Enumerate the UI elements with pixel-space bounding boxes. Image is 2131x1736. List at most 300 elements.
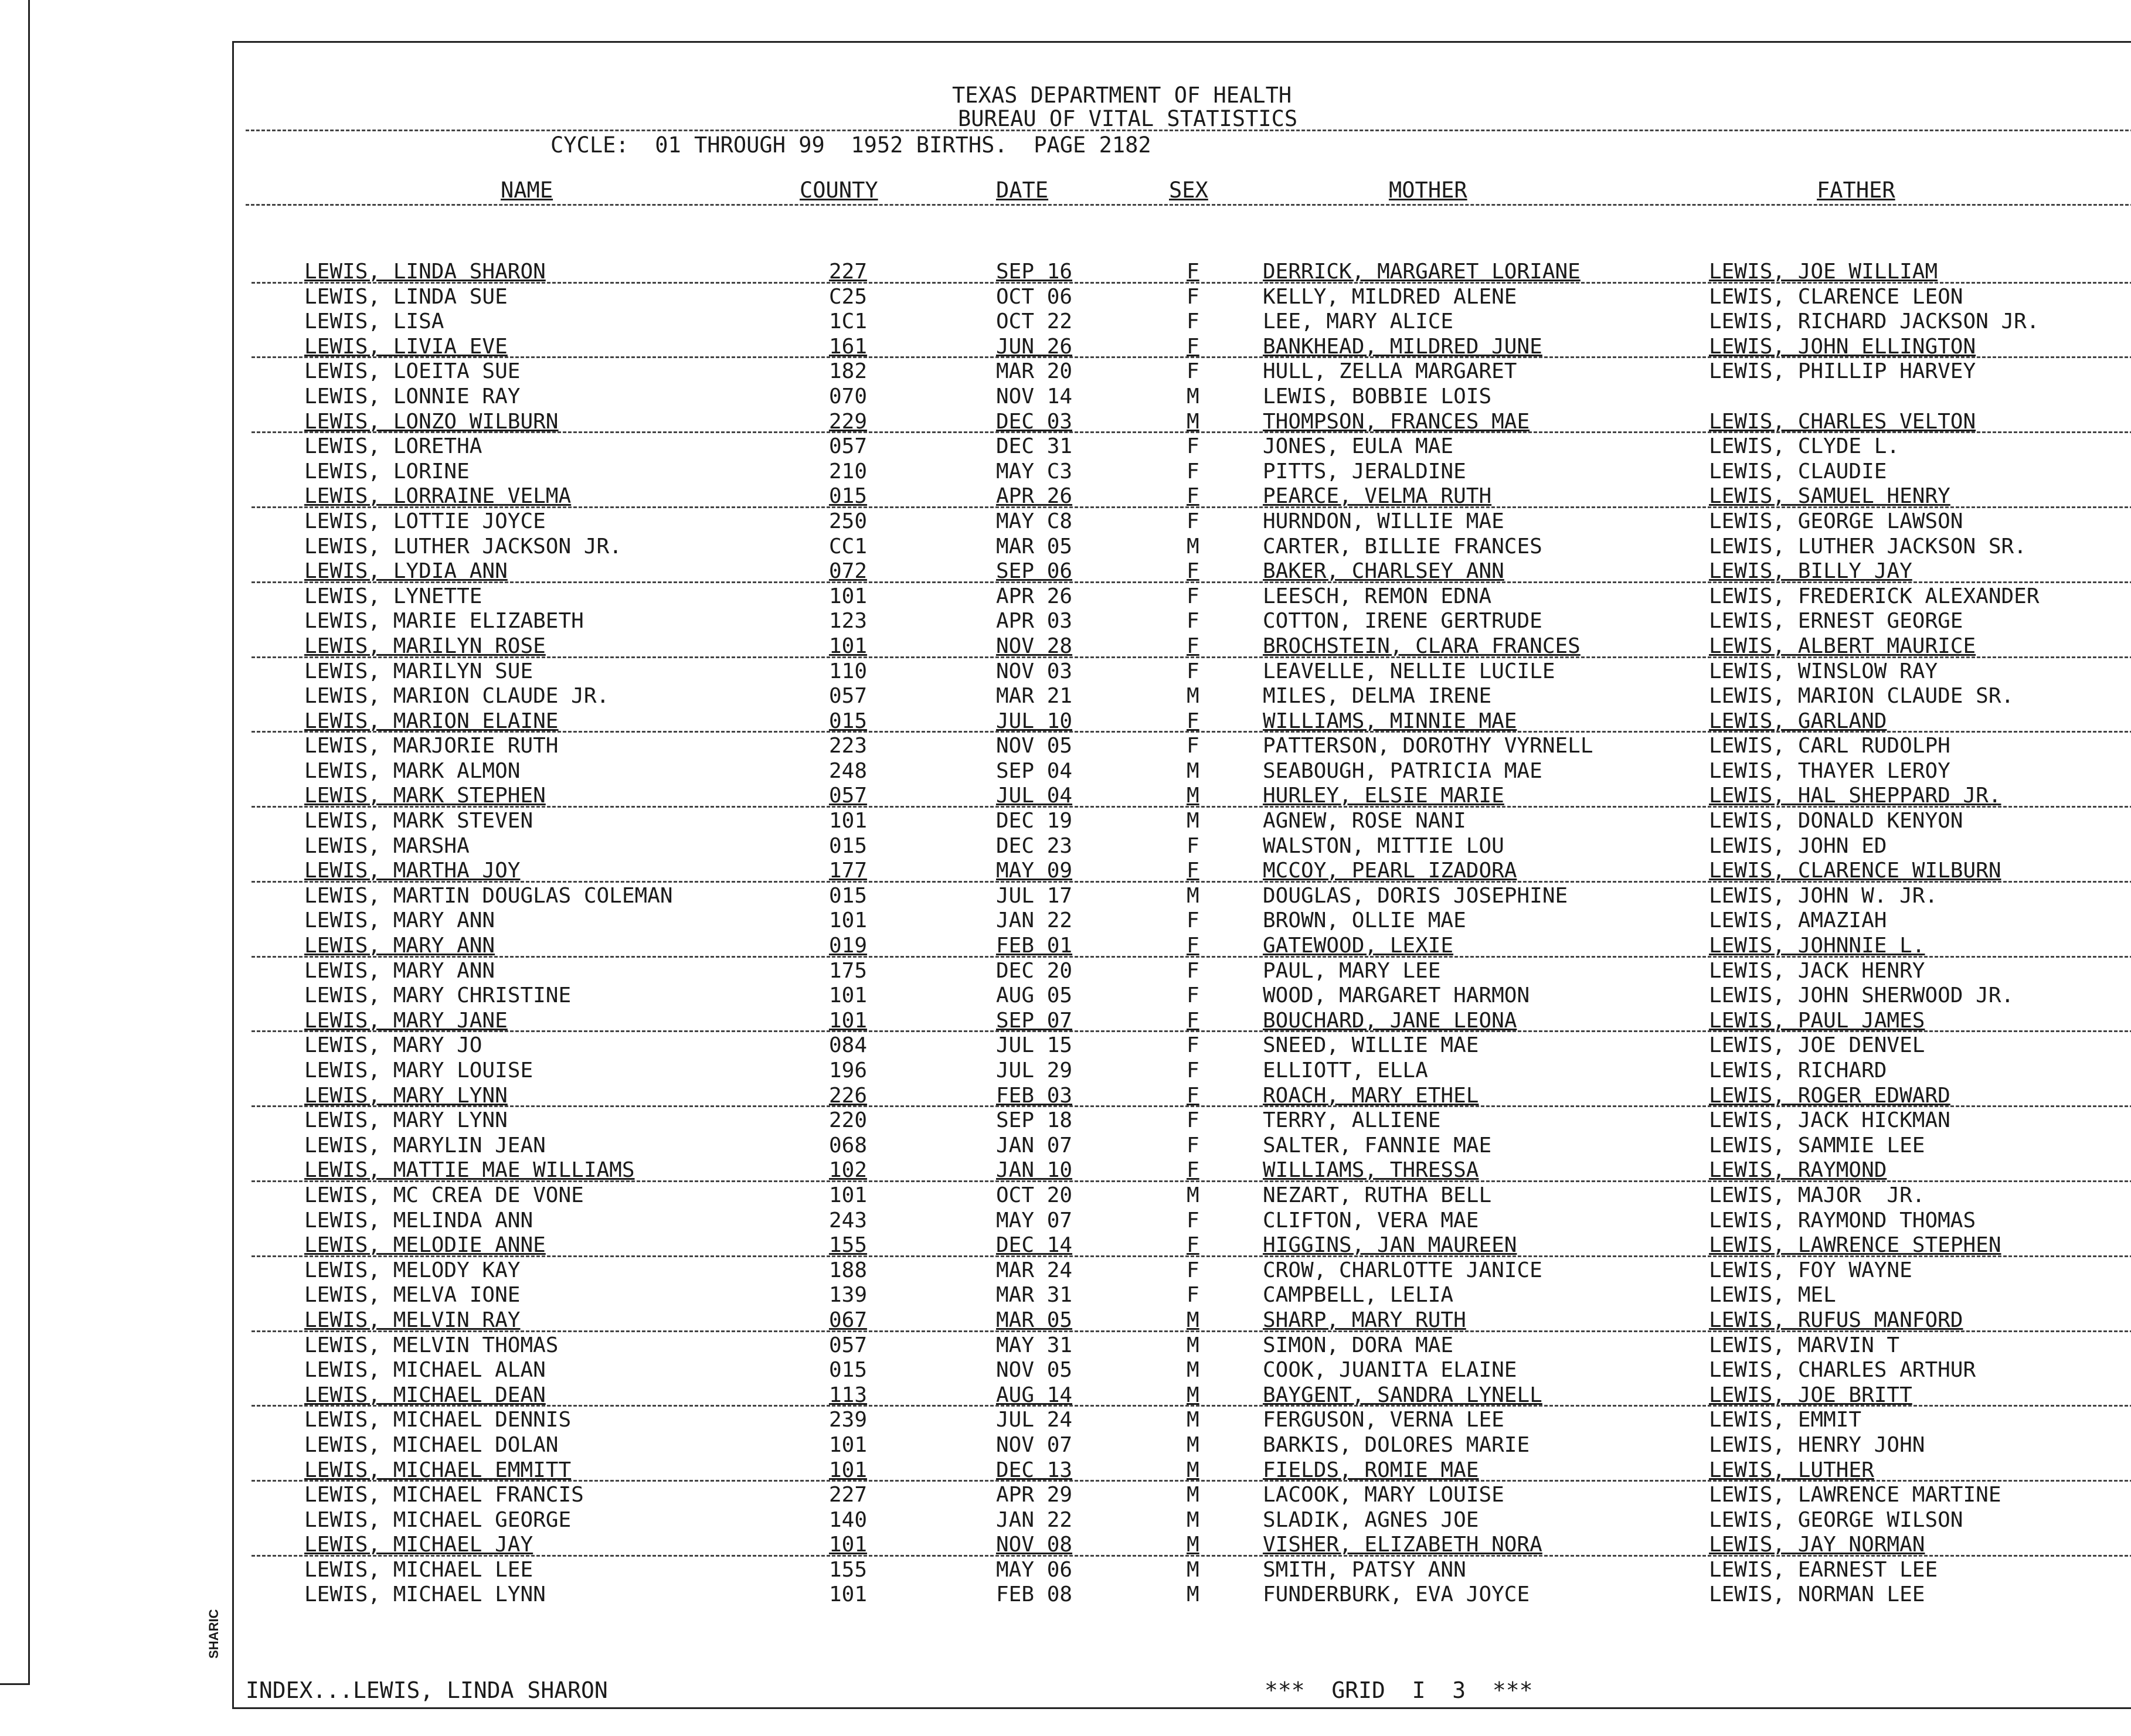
cell-mother: FIELDS, ROMIE MAE [1263,1458,1479,1482]
cell-sex: M [1187,1458,1199,1482]
cell-name: LEWIS, MARK STEPHEN [304,784,546,808]
cell-name: LEWIS, MARY ANN [304,908,495,933]
cell-father: LEWIS, JACK HENRY [1709,958,1925,983]
table-row [234,1333,2131,1359]
cell-county: 102 [829,1158,868,1183]
cell-name: LEWIS, MARYLIN JEAN [304,1133,546,1158]
records-table [234,260,2131,1608]
table-row [234,260,2131,285]
cell-date: NOV 05 [996,1358,1073,1383]
table-row [234,1058,2131,1084]
table-row [234,709,2131,734]
cell-father: LEWIS, JOHN W. JR. [1709,883,1938,908]
cell-date: DEC 20 [996,958,1073,983]
cell-sex: F [1187,1208,1199,1233]
cell-sex: F [1187,934,1199,958]
cell-father: LEWIS, NORMAN LEE [1709,1582,1925,1607]
cell-sex: F [1187,1058,1199,1083]
cell-father: LEWIS, JOHN ELLINGTON [1709,334,1976,359]
cell-sex: F [1187,983,1199,1008]
cell-county: 101 [829,1458,868,1482]
table-row [234,359,2131,384]
table-row [234,784,2131,809]
table-row [234,559,2131,584]
cell-county: 015 [829,883,868,908]
cell-mother: BROCHSTEIN, CLARA FRANCES [1263,634,1581,658]
cell-date: AUG 14 [996,1383,1073,1407]
cell-name: LEWIS, MARK ALMON [304,758,521,783]
cell-county: 015 [829,1358,868,1383]
cell-name: LEWIS, MICHAEL DENNIS [304,1408,572,1432]
cell-county: 101 [829,908,868,933]
table-row [234,410,2131,435]
cell-date: NOV 28 [996,634,1073,658]
cell-date: MAY C3 [996,459,1073,484]
cell-name: LEWIS, LINDA SUE [304,284,508,309]
cell-father: LEWIS, MEL [1709,1283,1836,1308]
cell-mother: PAUL, MARY LEE [1263,958,1441,983]
table-row [234,1483,2131,1508]
cell-mother: CARTER, BILLIE FRANCES [1263,534,1542,559]
cell-mother: CAMPBELL, LELIA [1263,1283,1454,1308]
table-row [234,1383,2131,1408]
cell-name: LEWIS, LUTHER JACKSON JR. [304,534,622,559]
cell-county: 182 [829,359,868,384]
cell-date: APR 26 [996,584,1073,608]
cell-date: JUL 04 [996,784,1073,808]
left-page-frame [0,0,30,1685]
cell-county: 220 [829,1108,868,1133]
cell-sex: M [1187,1432,1199,1457]
cell-mother: HIGGINS, JAN MAUREEN [1263,1233,1517,1258]
cell-name: LEWIS, LOTTIE JOYCE [304,509,546,533]
cell-name: LEWIS, MARY LYNN [304,1083,508,1108]
cell-sex: M [1187,409,1199,434]
cell-county: 239 [829,1408,868,1432]
cell-name: LEWIS, MELVIN RAY [304,1308,521,1332]
cell-name: LEWIS, MICHAEL EMMITT [304,1458,572,1482]
cell-date: JUL 10 [996,709,1073,733]
cell-father: LEWIS, GARLAND [1709,709,1887,733]
cell-sex: M [1187,684,1199,709]
cell-father: LEWIS, RICHARD [1709,1058,1887,1083]
cell-sex: F [1187,734,1199,758]
cell-mother: MILES, DELMA IRENE [1263,684,1492,709]
cell-sex: F [1187,1283,1199,1308]
cell-date: MAR 31 [996,1283,1073,1308]
cell-father: LEWIS, RICHARD JACKSON JR. [1709,309,2040,334]
cell-father: LEWIS, AMAZIAH [1709,908,1887,933]
cell-mother: SNEED, WILLIE MAE [1263,1033,1479,1058]
cell-sex: M [1187,1533,1199,1557]
column-header-father: FATHER [1817,178,1895,203]
cell-sex: F [1187,509,1199,533]
cell-sex: M [1187,1333,1199,1357]
cell-mother: MCCOY, PEARL IZADORA [1263,859,1517,883]
cell-sex: F [1187,1258,1199,1282]
cell-date: MAR 05 [996,1308,1073,1332]
cell-mother: CLIFTON, VERA MAE [1263,1208,1479,1233]
cell-father: LEWIS, JACK HICKMAN [1709,1108,1950,1133]
cell-date: MAY 31 [996,1333,1073,1357]
cell-mother: BARKIS, DOLORES MARIE [1263,1432,1530,1457]
cell-name: LEWIS, MARILYN ROSE [304,634,546,658]
cell-name: LEWIS, LIVIA EVE [304,334,508,359]
cell-name: LEWIS, MICHAEL JAY [304,1533,533,1557]
cell-date: FEB 03 [996,1083,1073,1108]
cell-county: C25 [829,284,868,309]
cell-father: LEWIS, FOY WAYNE [1709,1258,1912,1282]
cell-sex: M [1187,384,1199,409]
cell-sex: F [1187,484,1199,509]
table-row [234,1084,2131,1109]
cell-sex: F [1187,609,1199,634]
cell-county: 070 [829,384,868,409]
cell-father: LEWIS, CLYDE L. [1709,434,1900,459]
cell-county: 210 [829,459,868,484]
cell-county: 175 [829,958,868,983]
cell-mother: BOUCHARD, JANE LEONA [1263,1008,1517,1033]
cell-sex: F [1187,260,1199,284]
cell-sex: M [1187,1308,1199,1332]
cell-father: LEWIS, ALBERT MAURICE [1709,634,1976,658]
cell-date: JAN 07 [996,1133,1073,1158]
cell-date: MAY 09 [996,859,1073,883]
cell-date: FEB 01 [996,934,1073,958]
cell-father: LEWIS, JOHN ED [1709,833,1887,858]
cell-mother: KELLY, MILDRED ALENE [1263,284,1517,309]
cell-date: OCT 22 [996,309,1073,334]
cell-father: LEWIS, CLARENCE LEON [1709,284,1963,309]
cell-date: JUL 15 [996,1033,1073,1058]
cell-sex: F [1187,659,1199,683]
cell-father: LEWIS, SAMUEL HENRY [1709,484,1950,509]
cell-name: LEWIS, MARION ELAINE [304,709,559,733]
cell-mother: ROACH, MARY ETHEL [1263,1083,1479,1108]
printout-sheet [232,41,2131,1709]
agency-title: TEXAS DEPARTMENT OF HEALTH [952,83,1292,108]
cell-mother: LACOOK, MARY LOUISE [1263,1483,1504,1507]
table-row [234,285,2131,310]
cell-date: APR 29 [996,1483,1073,1507]
cell-name: LEWIS, MELINDA ANN [304,1208,533,1233]
cell-sex: M [1187,1383,1199,1407]
table-row [234,484,2131,509]
table-row [234,1258,2131,1284]
cell-mother: PATTERSON, DOROTHY VYRNELL [1263,734,1593,758]
cell-date: NOV 14 [996,384,1073,409]
table-row [234,908,2131,934]
table-row [234,509,2131,535]
cell-father: LEWIS, JOE BRITT [1709,1383,1912,1407]
cell-name: LEWIS, MARIE ELIZABETH [304,609,584,634]
cell-mother: NEZART, RUTHA BELL [1263,1183,1492,1207]
cell-county: 196 [829,1058,868,1083]
cell-county: 177 [829,859,868,883]
cell-county: CC1 [829,534,868,559]
cell-name: LEWIS, MC CREA DE VONE [304,1183,584,1207]
cell-county: 123 [829,609,868,634]
cell-date: NOV 08 [996,1533,1073,1557]
cell-father: LEWIS, LAWRENCE MARTINE [1709,1483,2001,1507]
cell-mother: WOOD, MARGARET HARMON [1263,983,1530,1008]
cell-sex: M [1187,758,1199,783]
cell-sex: M [1187,809,1199,833]
cell-name: LEWIS, LISA [304,309,444,334]
cell-sex: F [1187,1083,1199,1108]
table-row [234,309,2131,335]
cell-father: LEWIS, ROGER EDWARD [1709,1083,1950,1108]
cell-mother: HURNDON, WILLIE MAE [1263,509,1504,533]
cell-mother: WILLIAMS, THRESSA [1263,1158,1479,1183]
cell-county: 155 [829,1557,868,1582]
cell-mother: BAKER, CHARLSEY ANN [1263,559,1504,584]
cell-name: LEWIS, MARION CLAUDE JR. [304,684,610,709]
cell-sex: M [1187,1408,1199,1432]
cell-father: LEWIS, CHARLES VELTON [1709,409,1976,434]
cell-father: LEWIS, LAWRENCE STEPHEN [1709,1233,2001,1258]
cell-date: MAY C8 [996,509,1073,533]
cell-sex: F [1187,709,1199,733]
table-row [234,634,2131,659]
cell-sex: M [1187,1358,1199,1383]
cell-county: 243 [829,1208,868,1233]
cell-father: LEWIS, CARL RUDOLPH [1709,734,1950,758]
table-row [234,434,2131,459]
cell-father: LEWIS, CLAUDIE [1709,459,1887,484]
cell-name: LEWIS, MELVA IONE [304,1283,521,1308]
cell-county: 248 [829,758,868,783]
cell-county: 057 [829,684,868,709]
cell-mother: DOUGLAS, DORIS JOSEPHINE [1263,883,1568,908]
cell-name: LEWIS, MATTIE MAE WILLIAMS [304,1158,635,1183]
cell-county: 1C1 [829,309,868,334]
table-row [234,1433,2131,1458]
cell-sex: M [1187,1582,1199,1607]
cell-name: LEWIS, MICHAEL LEE [304,1557,533,1582]
table-row [234,1033,2131,1058]
cell-mother: WILLIAMS, MINNIE MAE [1263,709,1517,733]
cell-county: 068 [829,1133,868,1158]
cell-county: 227 [829,1483,868,1507]
cell-mother: BANKHEAD, MILDRED JUNE [1263,334,1542,359]
cell-sex: F [1187,1108,1199,1133]
table-row [234,1158,2131,1183]
cell-date: MAR 05 [996,534,1073,559]
cell-date: DEC 13 [996,1458,1073,1482]
column-header-rule [246,204,2131,206]
table-row [234,659,2131,685]
cell-sex: F [1187,1133,1199,1158]
cell-date: SEP 18 [996,1108,1073,1133]
cell-county: 223 [829,734,868,758]
cell-father: LEWIS, LUTHER [1709,1458,1874,1482]
cell-sex: F [1187,584,1199,608]
cell-name: LEWIS, LONNIE RAY [304,384,521,409]
cell-name: LEWIS, MARTHA JOY [304,859,521,883]
cell-name: LEWIS, LORINE [304,459,470,484]
cell-sex: F [1187,284,1199,309]
cell-sex: F [1187,859,1199,883]
cell-date: DEC 03 [996,409,1073,434]
cell-date: MAR 20 [996,359,1073,384]
table-row [234,1108,2131,1133]
cell-date: AUG 05 [996,983,1073,1008]
cell-father: LEWIS, JOE WILLIAM [1709,260,1938,284]
cell-mother: TERRY, ALLIENE [1263,1108,1441,1133]
cell-county: 072 [829,559,868,584]
cell-mother: LEE, MARY ALICE [1263,309,1454,334]
column-header-county: COUNTY [800,178,878,203]
table-row [234,959,2131,984]
cell-father: LEWIS, JOHNNIE L. [1709,934,1925,958]
cell-date: JUL 24 [996,1408,1073,1432]
cell-father: LEWIS, HENRY JOHN [1709,1432,1925,1457]
cell-mother: PEARCE, VELMA RUTH [1263,484,1492,509]
cell-county: 015 [829,484,868,509]
cell-name: LEWIS, MARY LOUISE [304,1058,533,1083]
cell-mother: HURLEY, ELSIE MARIE [1263,784,1504,808]
cell-mother: COOK, JUANITA ELAINE [1263,1358,1517,1383]
table-row [234,1209,2131,1234]
cell-mother: LEESCH, REMON EDNA [1263,584,1492,608]
cell-date: FEB 08 [996,1582,1073,1607]
cell-name: LEWIS, MARSHA [304,833,470,858]
cell-name: LEWIS, LINDA SHARON [304,260,546,284]
cell-name: LEWIS, MICHAEL ALAN [304,1358,546,1383]
cell-sex: M [1187,1557,1199,1582]
cell-name: LEWIS, LOEITA SUE [304,359,521,384]
cell-name: LEWIS, MARILYN SUE [304,659,533,683]
index-footer: INDEX...LEWIS, LINDA SHARON [246,1677,608,1703]
cell-sex: M [1187,1507,1199,1532]
table-row [234,609,2131,634]
cell-name: LEWIS, LYDIA ANN [304,559,508,584]
table-row [234,535,2131,560]
table-row [234,384,2131,410]
cell-county: 101 [829,1582,868,1607]
cell-sex: F [1187,833,1199,858]
bureau-title: BUREAU OF VITAL STATISTICS [958,106,1298,131]
table-row [234,1233,2131,1258]
cell-mother: SEABOUGH, PATRICIA MAE [1263,758,1542,783]
cell-father: LEWIS, SAMMIE LEE [1709,1133,1925,1158]
cell-mother: SLADIK, AGNES JOE [1263,1507,1479,1532]
cell-father: LEWIS, LUTHER JACKSON SR. [1709,534,2027,559]
cell-county: 101 [829,1183,868,1207]
cell-mother: FUNDERBURK, EVA JOYCE [1263,1582,1530,1607]
cell-county: 188 [829,1258,868,1282]
table-row [234,934,2131,959]
grid-footer: *** GRID I 3 *** [1265,1677,1533,1703]
header-rule [246,130,2131,131]
cell-name: LEWIS, MELODIE ANNE [304,1233,546,1258]
cell-county: 067 [829,1308,868,1332]
cell-date: DEC 14 [996,1233,1073,1258]
column-header-name: NAME [501,178,553,203]
cell-county: 229 [829,409,868,434]
cell-county: 101 [829,584,868,608]
cell-sex: F [1187,309,1199,334]
cell-mother: JONES, EULA MAE [1263,434,1454,459]
cell-name: LEWIS, MICHAEL DEAN [304,1383,546,1407]
cell-date: JUN 26 [996,334,1073,359]
cell-father: LEWIS, MARION CLAUDE SR. [1709,684,2014,709]
table-row [234,859,2131,884]
table-row [234,335,2131,360]
cell-county: 139 [829,1283,868,1308]
cell-father: LEWIS, WINSLOW RAY [1709,659,1938,683]
cell-sex: F [1187,559,1199,584]
cell-date: SEP 04 [996,758,1073,783]
cell-county: 101 [829,983,868,1008]
cell-mother: BAYGENT, SANDRA LYNELL [1263,1383,1542,1407]
cell-mother: BROWN, OLLIE MAE [1263,908,1466,933]
cell-sex: F [1187,908,1199,933]
cell-father: LEWIS, CHARLES ARTHUR [1709,1358,1976,1383]
cell-date: APR 26 [996,484,1073,509]
cell-mother: WALSTON, MITTIE LOU [1263,833,1504,858]
cell-mother: LEAVELLE, NELLIE LUCILE [1263,659,1555,683]
cell-father: LEWIS, PAUL JAMES [1709,1008,1925,1033]
cell-father: LEWIS, EMMIT [1709,1408,1862,1432]
cell-father: LEWIS, GEORGE WILSON [1709,1507,1963,1532]
table-row [234,1009,2131,1034]
cell-date: SEP 16 [996,260,1073,284]
table-row [234,1133,2131,1159]
cell-date: MAR 21 [996,684,1073,709]
cell-father: LEWIS, JAY NORMAN [1709,1533,1925,1557]
cell-name: LEWIS, MICHAEL GEORGE [304,1507,572,1532]
cell-county: 101 [829,809,868,833]
cell-sex: F [1187,459,1199,484]
cell-county: 015 [829,833,868,858]
table-row [234,1358,2131,1383]
cell-mother: LEWIS, BOBBIE LOIS [1263,384,1492,409]
cell-county: 101 [829,1533,868,1557]
cell-father: LEWIS, RAYMOND [1709,1158,1887,1183]
table-row [234,1533,2131,1558]
cell-date: JUL 29 [996,1058,1073,1083]
cell-name: LEWIS, MELVIN THOMAS [304,1333,559,1357]
cell-county: 113 [829,1383,868,1407]
cell-sex: F [1187,1033,1199,1058]
cell-father: LEWIS, BILLY JAY [1709,559,1912,584]
cell-name: LEWIS, LYNETTE [304,584,482,608]
table-row [234,1458,2131,1483]
column-header-mother: MOTHER [1389,178,1467,203]
cell-name: LEWIS, MARY JANE [304,1008,508,1033]
cell-name: LEWIS, MARK STEVEN [304,809,533,833]
cell-sex: M [1187,534,1199,559]
cell-name: LEWIS, MELODY KAY [304,1258,521,1282]
table-row [234,1508,2131,1533]
cell-mother: SMITH, PATSY ANN [1263,1557,1466,1582]
table-row [234,1283,2131,1308]
cell-county: 057 [829,784,868,808]
cell-date: APR 03 [996,609,1073,634]
cell-sex: M [1187,883,1199,908]
cell-sex: F [1187,634,1199,658]
cell-sex: M [1187,784,1199,808]
cell-father: LEWIS, MARVIN T [1709,1333,1900,1357]
cell-date: DEC 23 [996,833,1073,858]
cell-county: 155 [829,1233,868,1258]
cell-date: SEP 06 [996,559,1073,584]
cell-father: LEWIS, GEORGE LAWSON [1709,509,1963,533]
cell-date: SEP 07 [996,1008,1073,1033]
cell-name: LEWIS, LORETHA [304,434,482,459]
